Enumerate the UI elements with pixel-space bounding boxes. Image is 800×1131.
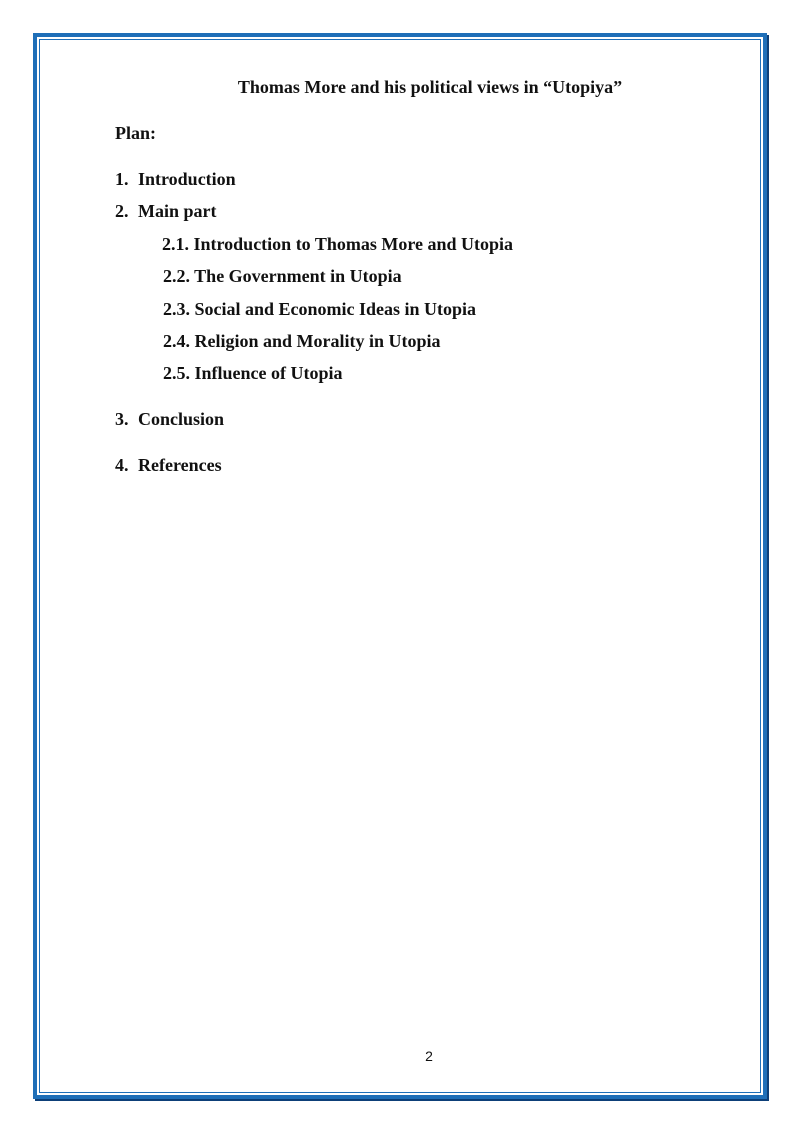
toc-item-conclusion [115,407,224,431]
toc-item-introduction [115,167,236,191]
toc-label: Main part [138,201,217,221]
toc-subitem-2-1: 2.1. Introduction to Thomas More and Utopia [162,234,514,254]
toc-number: 1. [115,169,129,189]
toc-subitem-2-2: 2.2. The Government in Utopia [163,266,402,286]
toc-label: Introduction [138,169,236,189]
toc-item-main-part [115,199,217,223]
toc-number: 2. [115,201,129,221]
document-title: Thomas More and his political views in “Utopiya” [237,77,623,97]
toc-number: 4. [115,455,129,475]
toc-item-references [115,453,222,477]
page-number: 2 [425,1048,433,1064]
toc-label: References [138,455,222,475]
toc-subitem-2-4: 2.4. Religion and Morality in Utopia [163,331,441,351]
plan-heading: Plan: [115,123,157,143]
toc-number: 3. [115,409,129,429]
toc-subitem-2-5: 2.5. Influence of Utopia [163,363,343,383]
toc-subitem-2-3: 2.3. Social and Economic Ideas in Utopia [163,299,477,319]
toc-label: Conclusion [138,409,225,429]
page-border-inner [39,39,761,1093]
